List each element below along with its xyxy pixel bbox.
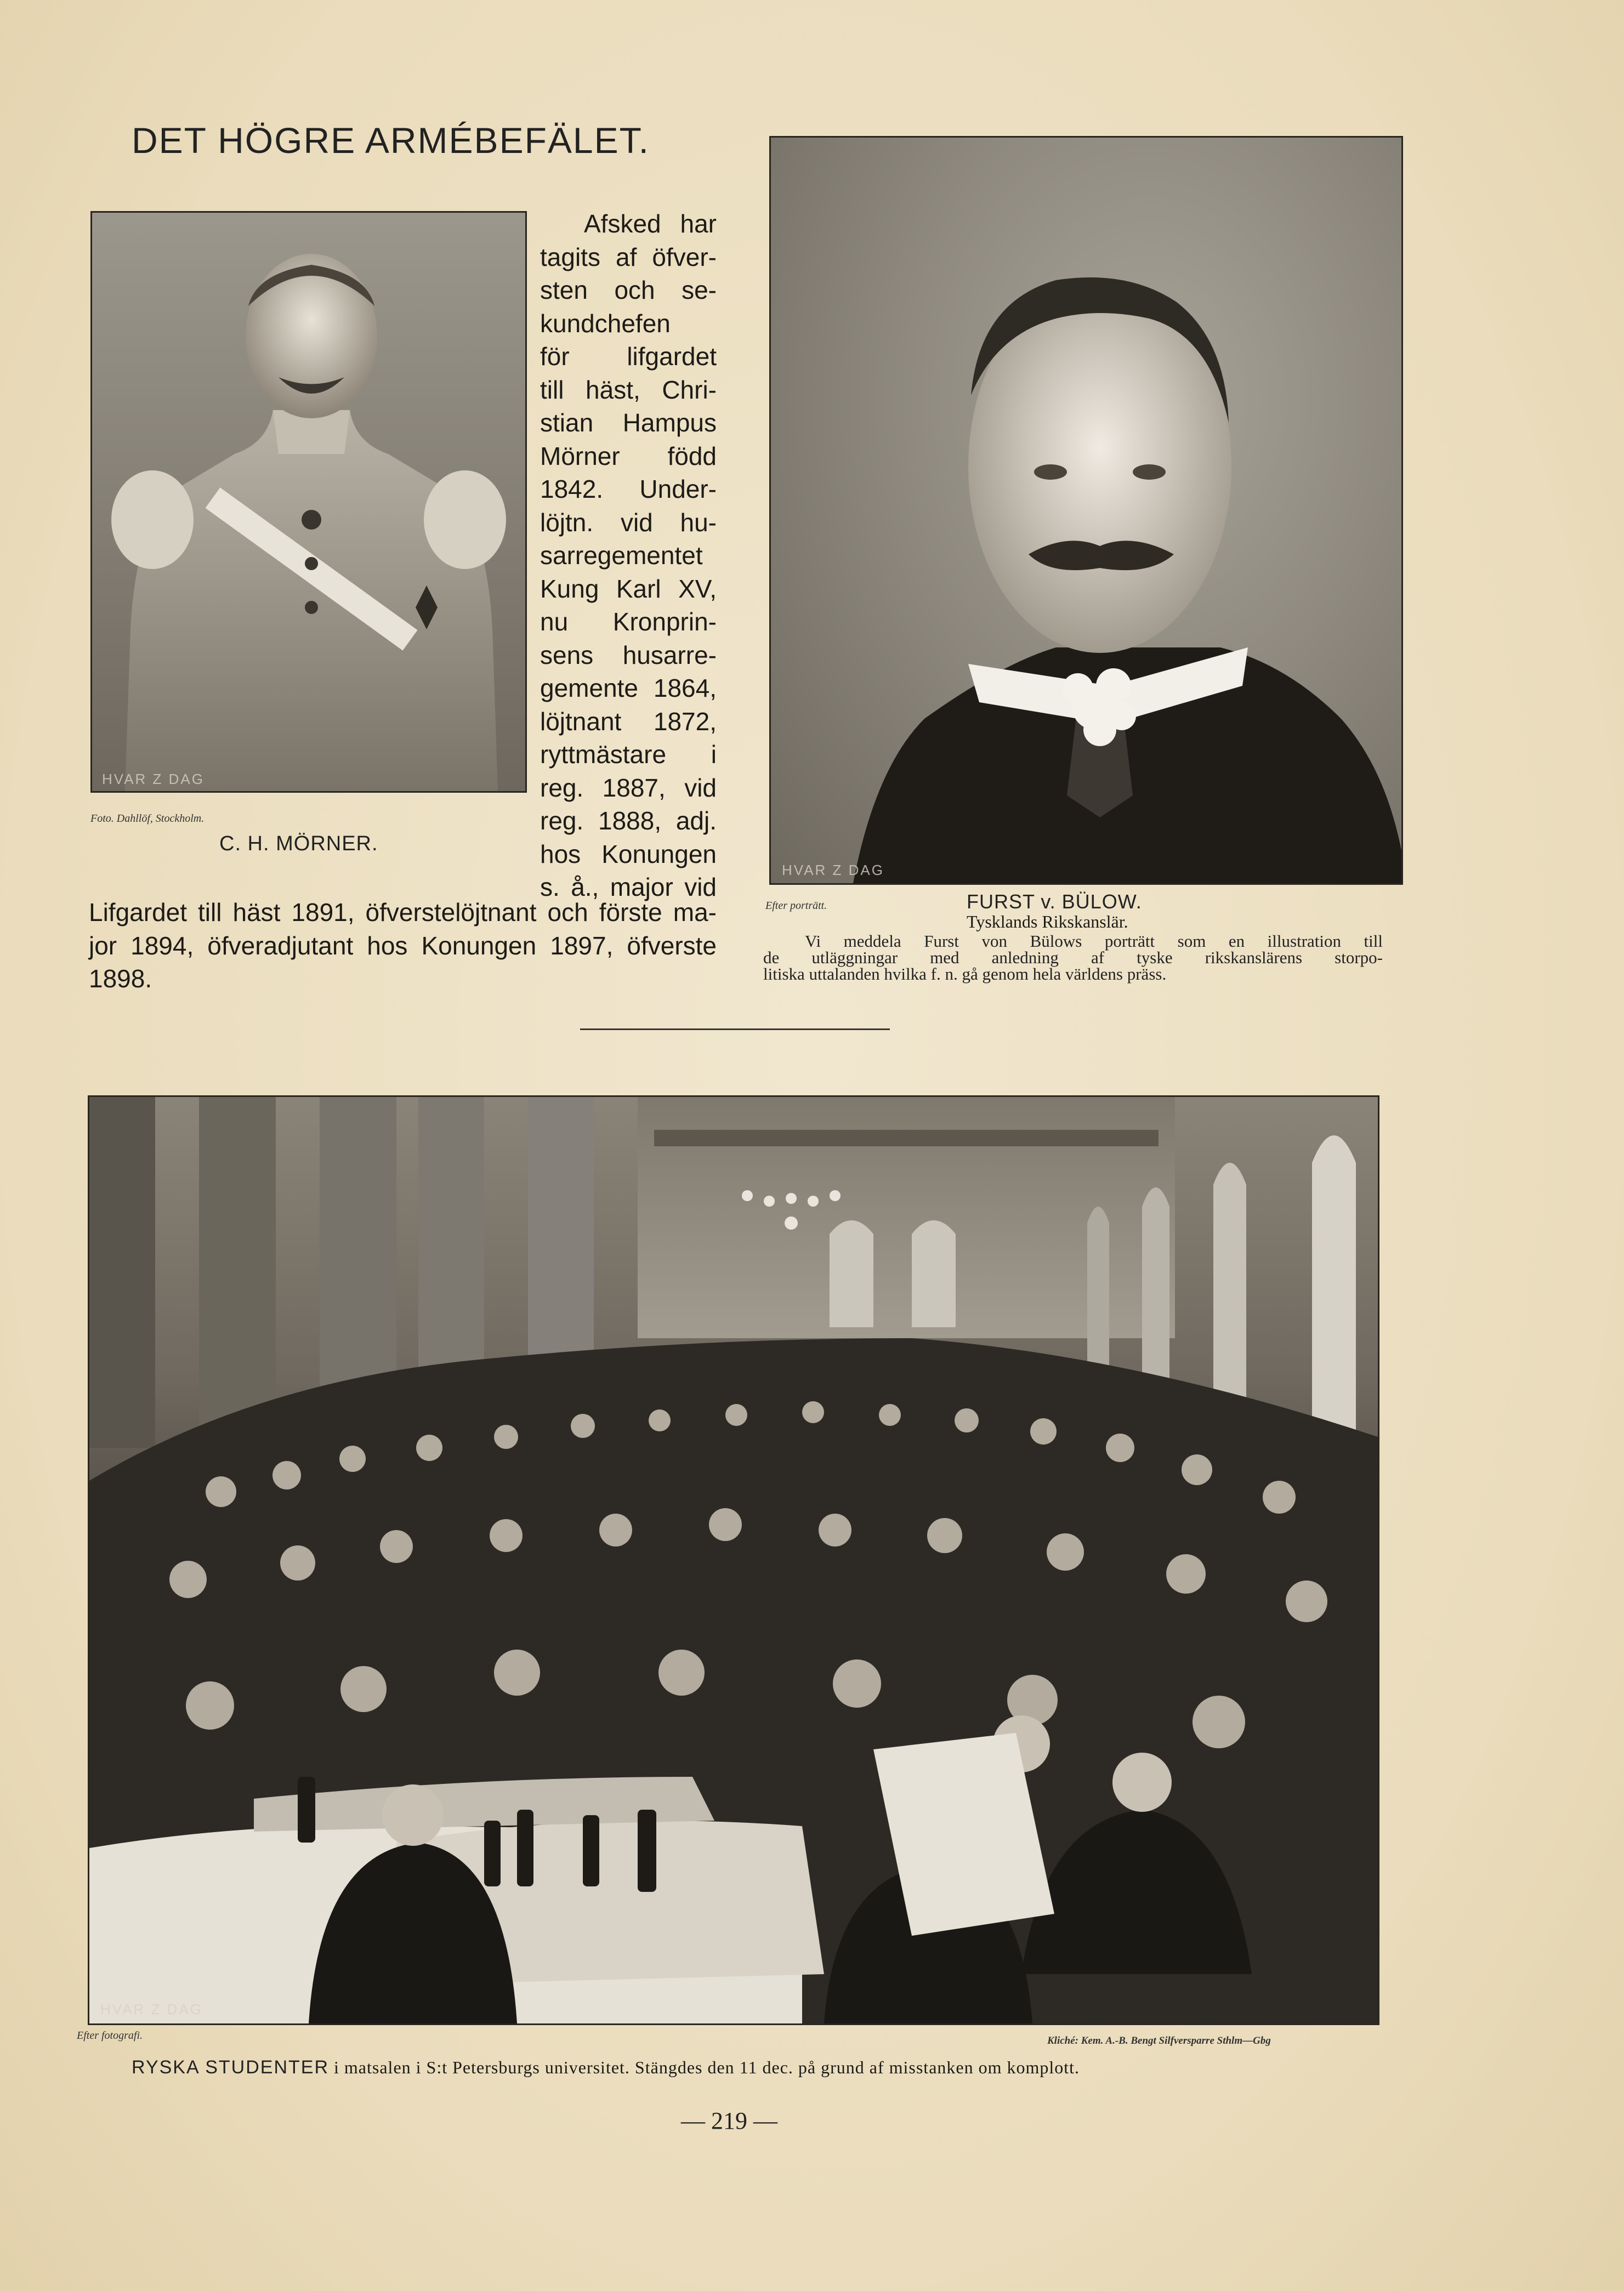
- article-line: 1842. Under-: [540, 475, 717, 503]
- article-line: sten och se-: [540, 276, 717, 304]
- article-line: tagits af öfver-: [540, 242, 717, 271]
- morner-article-continuation: [89, 896, 717, 996]
- students-plate-mark: HVAR Z DAG: [100, 2001, 203, 2017]
- page-heading: DET HÖGRE ARMÉBEFÄLET.: [132, 120, 650, 161]
- students-caption: [132, 2057, 1338, 2078]
- students-photo-credit: Efter fotografi.: [77, 2030, 143, 2042]
- bulow-name-caption: FURST v. BÜLOW.: [967, 890, 1142, 913]
- bulow-portrait: [769, 136, 1403, 885]
- bulow-plate-mark: HVAR Z DAG: [782, 862, 884, 878]
- morner-portrait: [90, 211, 527, 793]
- students-caption-lead: RYSKA STUDENTER: [132, 2057, 330, 2078]
- article-line: jor 1894, öfveradjutant hos Konungen 1897, öfverste: [89, 931, 717, 960]
- bulow-photo-credit: Efter porträtt.: [765, 900, 827, 912]
- section-divider: [580, 1028, 890, 1030]
- students-cliche-credit: Kliché: Kem. A.-B. Bengt Silfversparre Sthlm—Gbg: [1047, 2035, 1271, 2046]
- morner-article-column: [540, 207, 717, 904]
- students-photograph: [88, 1095, 1379, 2025]
- article-line: löjtn. vid hu-: [540, 508, 717, 537]
- morner-figure: [92, 213, 525, 791]
- article-line: ryttmästare i: [540, 740, 717, 769]
- article-line: löjtnant 1872,: [540, 707, 717, 736]
- article-line: Mörner född: [540, 441, 717, 470]
- article-line: nu Kronprin-: [540, 607, 717, 636]
- article-line: de utläggningar med anledning af tyske rikskanslärens storpo-: [763, 948, 1383, 967]
- article-line: 1898.: [89, 964, 152, 993]
- article-line: reg. 1887, vid: [540, 773, 717, 802]
- article-line: s. å., major vid: [540, 873, 717, 901]
- page-number: — 219 —: [681, 2107, 777, 2134]
- bulow-title-caption: Tysklands Rikskanslär.: [967, 912, 1128, 931]
- morner-photo-credit: Foto. Dahllöf, Stockholm.: [90, 812, 205, 825]
- article-line: stian Hampus: [540, 408, 717, 437]
- morner-name-caption: C. H. MÖRNER.: [219, 832, 378, 855]
- article-line: till häst, Chri-: [540, 375, 717, 404]
- morner-plate-mark: HVAR Z DAG: [102, 771, 205, 787]
- article-line: för lifgardet: [540, 342, 717, 371]
- article-line: reg. 1888, adj.: [540, 806, 717, 835]
- article-line: Vi meddela Furst von Bülows porträtt som en illustration till: [805, 931, 1383, 951]
- dining-hall-scene: [89, 1097, 1378, 2023]
- article-line: Lifgardet till häst 1891, öfverstelöjtnant och förste ma-: [89, 898, 717, 926]
- article-line: gemente 1864,: [540, 674, 717, 702]
- students-caption-text: i matsalen i S:t Petersburgs universitet. Stängdes den 11 dec. på grund af misstanken om komplott.: [329, 2057, 1080, 2077]
- bulow-article-text: [763, 933, 1383, 982]
- article-line: kundchefen: [540, 309, 671, 338]
- bulow-figure: [771, 138, 1401, 883]
- article-line: Afsked har: [584, 209, 717, 238]
- article-line: litiska uttalanden hvilka f. n. gå genom hela världens präss.: [763, 964, 1167, 984]
- article-line: sens husarre-: [540, 640, 717, 669]
- article-line: Kung Karl XV,: [540, 574, 717, 603]
- article-line: sarregementet: [540, 541, 703, 570]
- article-line: hos Konungen: [540, 839, 717, 868]
